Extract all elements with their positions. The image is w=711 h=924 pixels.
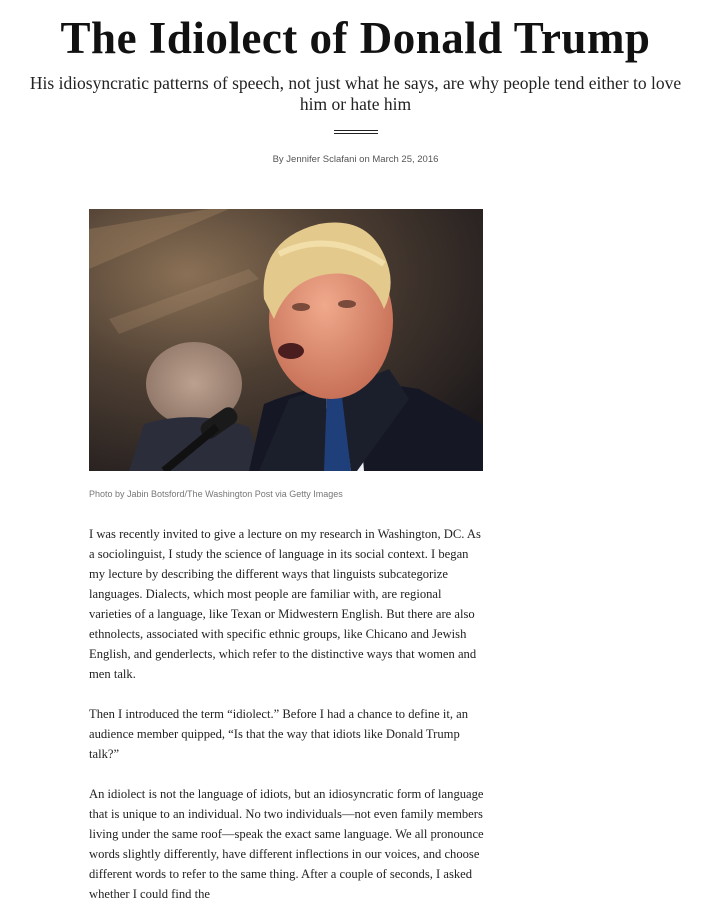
paragraph: Then I introduced the term “idiolect.” Before I had a chance to define it, an audience member quipped, “Is that the way that idiots like Donald Trump talk?” [89, 707, 469, 761]
article-title: The Idiolect of Donald Trump [60, 13, 651, 63]
article-subtitle: His idiosyncratic patterns of speech, not just what he says, are why people tend either to love him or hate him [29, 73, 682, 114]
article-body [89, 524, 487, 924]
article-header [0, 12, 711, 165]
divider [334, 130, 378, 134]
paragraph: An idiolect is not the language of idiots, but an idiosyncratic form of language that is unique to an individual. No two individuals—not even family members living under the same roof—speak the exact same language. We all pronounce words slightly differently, have different inflections in our voices, and choose different words to refer to the same thing. After a couple of seconds, I asked whether I could find the [89, 787, 484, 901]
byline: By Jennifer Sclafani on March 25, 2016 [272, 154, 439, 165]
article-photo-image [89, 209, 483, 471]
photo-caption: Photo by Jabin Botsford/The Washington Post via Getty Images [89, 489, 343, 499]
paragraph: I was recently invited to give a lecture on my research in Washington, DC. As a sociolinguist, I study the science of language in its social context. I began my lecture by describing the different ways that linguists subcategorize languages. Dialects, which most people are familiar with, are regional varieties of a language, like Texan or Midwestern English. But there are also ethnolects, associated with specific ethnic groups, like Chicano and Jewish English, and genderlects, which refer to the distinctive ways that women and men talk. [89, 527, 481, 681]
article-photo [89, 209, 483, 471]
